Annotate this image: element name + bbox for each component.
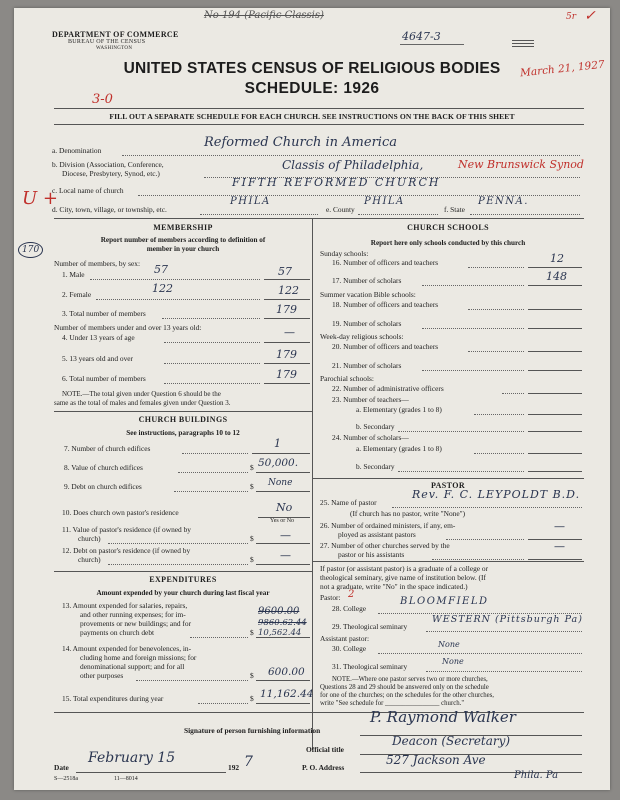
divider — [54, 411, 312, 412]
schools-sub: Report here only schools conducted by this church — [370, 239, 526, 247]
fill-line — [136, 680, 248, 681]
q7-label: 7. Number of church edifices — [64, 444, 151, 453]
q23b-label: b. Secondary — [356, 422, 395, 431]
q11-label-2: church) — [78, 534, 101, 543]
q13-value: 10,562.44 — [258, 628, 302, 638]
division-label-1: b. Division (Association, Conference, — [52, 160, 164, 169]
membership-sub-1: Report number of members according to definition of — [100, 236, 266, 244]
q23a-label: a. Elementary (grades 1 to 8) — [356, 405, 442, 414]
expenditures-sub: Amount expended by your church during last fiscal year — [96, 589, 270, 597]
pastor-note-2: Questions 28 and 29 should be answered only on the schedule — [320, 684, 489, 691]
answer-line — [528, 453, 582, 454]
print-number: 11—8014 — [114, 776, 138, 782]
fill-line — [422, 285, 524, 286]
state-value: PENNA. — [478, 196, 529, 207]
official-title-value: Deacon (Secretary) — [392, 734, 511, 748]
summer-header: Summer vacation Bible schools: — [320, 290, 416, 299]
fill-line — [108, 543, 248, 544]
q24-label: 24. Number of scholars— — [332, 433, 409, 442]
q14-value: 600.00 — [268, 666, 305, 678]
fill-line — [426, 631, 582, 632]
q27-value: — — [554, 540, 565, 553]
fill-line — [198, 703, 248, 704]
department-label: DEPARTMENT OF COMMERCE — [52, 30, 179, 39]
sunday-header: Sunday schools: — [320, 249, 369, 258]
q10-hint: Yes or No — [270, 518, 295, 524]
struck-mark — [512, 38, 534, 47]
q4-label: 4. Under 13 years of age — [62, 333, 135, 342]
signature-value: P. Raymond Walker — [370, 708, 516, 726]
q24b-label: b. Secondary — [356, 462, 395, 471]
answer-line — [528, 285, 582, 286]
margin-red-mark: U + — [22, 188, 58, 209]
fill-line — [164, 342, 260, 343]
form-number: S—2518a — [54, 776, 78, 782]
fill-line — [164, 383, 260, 384]
answer-line — [264, 279, 310, 280]
q15-value: 11,162.44 — [260, 688, 314, 700]
answer-line — [528, 559, 582, 560]
answer-line — [256, 543, 310, 544]
pastor-heading: PASTOR — [430, 481, 466, 490]
q12-label-2: church) — [78, 555, 101, 564]
fill-line — [378, 653, 582, 654]
margin-number: 170 — [18, 242, 43, 258]
q9-value: None — [268, 478, 293, 488]
red-code: 3-0 — [92, 92, 113, 107]
fill-line — [474, 453, 524, 454]
fill-line — [200, 214, 318, 215]
pastor-note-3: for one of the churches; on the schedules for the other churches, — [320, 692, 495, 699]
q17-label: 17. Number of scholars — [332, 276, 402, 285]
city-value: PHILA — [230, 196, 271, 207]
q29-value: WESTERN (Pittsburgh Pa) — [432, 614, 583, 625]
assistant-pastor-label: Assistant pastor: — [320, 634, 370, 643]
q27-label-1: 27. Number of other churches served by the — [320, 541, 450, 550]
parochial-header: Parochial schools: — [320, 374, 374, 383]
q9-label: 9. Debt on church edifices — [64, 482, 142, 491]
schedule-year: SCHEDULE: 1926 — [244, 80, 380, 97]
q2-value: 122 — [278, 284, 299, 297]
q3-value: 179 — [276, 303, 297, 316]
q7-value: 1 — [274, 437, 281, 450]
state-label: f. State — [444, 205, 465, 214]
top-right-mark: 5r — [566, 12, 577, 22]
answer-line — [252, 453, 310, 454]
q5-value: 179 — [276, 348, 297, 361]
q28-label: 28. College — [332, 604, 367, 613]
answer-line — [528, 471, 582, 472]
by-sex-label: Number of members, by sex: — [54, 259, 140, 268]
fill-line — [90, 279, 260, 280]
q13-line-3: provements or new buildings; and for — [80, 619, 192, 628]
fill-line — [174, 491, 248, 492]
pastor-note-4: write "See schedule for ________________ church." — [320, 700, 465, 707]
q14-line-4: other purposes — [80, 671, 124, 680]
membership-note-2: same as the total of males and females given under Question 3. — [54, 399, 231, 407]
fill-line — [358, 214, 438, 215]
pastor-sublabel: Pastor: — [320, 593, 341, 602]
q1-scratch: 57 — [154, 263, 168, 276]
schedule-number-rule — [400, 44, 464, 45]
q13-first-value: 9600.00 — [258, 606, 300, 617]
answer-line — [264, 363, 310, 364]
q10-value: No — [276, 501, 293, 514]
fill-line — [182, 453, 248, 454]
year-prefix: 192 — [228, 763, 240, 772]
membership-sub-2: member in your church — [146, 245, 220, 253]
year-value: 7 — [244, 754, 253, 770]
fill-line — [426, 671, 582, 672]
fill-line — [164, 363, 260, 364]
q25-hint: (If church has no pastor, write "None") — [350, 509, 466, 518]
pastor-note-1: NOTE.—Where one pastor serves two or more churches, — [332, 676, 488, 683]
q29-label: 29. Theological seminary — [332, 622, 408, 631]
answer-line — [256, 472, 310, 473]
fill-line — [96, 299, 260, 300]
fill-line — [432, 559, 524, 560]
answer-line — [264, 318, 310, 319]
divider — [312, 561, 584, 562]
divider — [54, 571, 312, 572]
fill-line — [474, 414, 524, 415]
division-synod: New Brunswick Synod — [458, 158, 584, 171]
age-header: Number of members under and over 13 years old: — [54, 323, 202, 332]
q12-value: — — [280, 549, 291, 562]
q8-label: 8. Value of church edifices — [64, 463, 143, 472]
q15-dollar: $ — [250, 694, 254, 703]
fill-line — [468, 351, 524, 352]
q15-label: 15. Total expenditures during year — [62, 694, 164, 703]
q14-line-3: denominational support; and for all — [80, 662, 185, 671]
fill-line — [108, 564, 248, 565]
q25-label: 25. Name of pastor — [320, 498, 377, 507]
answer-line — [256, 703, 310, 704]
form-title: UNITED STATES CENSUS OF RELIGIOUS BODIES — [123, 60, 501, 77]
check-mark-icon: ✓ — [584, 8, 596, 24]
po-address-value: 527 Jackson Ave — [386, 753, 486, 767]
q16-label: 16. Number of officers and teachers — [332, 258, 439, 267]
q27-label-2: pastor or his assistants — [338, 550, 405, 559]
divider — [54, 124, 584, 125]
city-field-label: d. City, town, village, or township, etc. — [52, 205, 167, 214]
answer-line — [528, 370, 582, 371]
instructions-line: FILL OUT A SEPARATE SCHEDULE FOR EACH CHURCH. SEE INSTRUCTIONS ON THE BACK OF THIS SHEET — [109, 112, 515, 121]
date-value: February 15 — [88, 750, 176, 766]
q1-value: 57 — [278, 265, 292, 278]
q14-line-2: cluding home and foreign missions; for — [80, 653, 197, 662]
q6-value: 179 — [276, 368, 297, 381]
q11-value: — — [280, 529, 291, 542]
membership-note-1: NOTE.—The total given under Question 6 should be the — [62, 390, 221, 398]
q23-label: 23. Number of teachers— — [332, 395, 409, 404]
q21-label: 21. Number of scholars — [332, 361, 402, 370]
q31-value: None — [442, 657, 464, 666]
buildings-heading: CHURCH BUILDINGS — [138, 415, 228, 424]
divider — [312, 478, 584, 479]
buildings-sub: See instructions, paragraphs 10 to 12 — [126, 429, 240, 437]
q19-label: 19. Number of scholars — [332, 319, 402, 328]
date-line — [76, 772, 226, 773]
q26-label-2: ployed as assistant pastors — [338, 530, 416, 539]
fill-line — [422, 370, 524, 371]
q10-label: 10. Does church own pastor's residence — [62, 508, 179, 517]
fill-line — [392, 507, 582, 508]
expenditures-heading: EXPENDITURES — [149, 575, 217, 584]
q2-scratch: 122 — [152, 282, 173, 295]
answer-line — [528, 267, 582, 268]
pastor-instr-3: not a graduate, write "No" in the space indicated.) — [320, 582, 468, 591]
answer-line — [528, 309, 582, 310]
fill-line — [468, 309, 524, 310]
po-address-label: P. O. Address — [302, 763, 345, 772]
divider — [54, 108, 584, 109]
fill-line — [446, 539, 524, 540]
q13-struck-value: 9860.62.44 — [258, 618, 307, 628]
q18-label: 18. Number of officers and teachers — [332, 300, 439, 309]
struck-note: No 194 (Pacific Classis) — [204, 10, 324, 21]
fill-line — [470, 214, 580, 215]
answer-line — [256, 564, 310, 565]
q13-dollar: $ — [250, 628, 254, 637]
q26-label-1: 26. Number of ordained ministers, if any, em- — [320, 521, 456, 530]
answer-line — [528, 393, 582, 394]
fill-line — [162, 318, 260, 319]
answer-line — [528, 351, 582, 352]
q20-label: 20. Number of officers and teachers — [332, 342, 439, 351]
census-schedule-sheet — [14, 8, 610, 790]
q13-line-2: and other running expenses; for im- — [80, 610, 186, 619]
fill-line — [122, 155, 580, 156]
q28-value: BLOOMFIELD — [400, 596, 489, 607]
county-value: PHILA — [364, 196, 405, 207]
church-name-label: c. Local name of church — [52, 186, 124, 195]
pastor-instr-1: If pastor (or assistant pastor) is a graduate of a college or — [320, 564, 489, 573]
q13-line-1: 13. Amount expended for salaries, repairs, — [62, 601, 188, 610]
q16-value: 12 — [550, 252, 564, 265]
q8-value: 50,000. — [258, 457, 299, 469]
fill-line — [398, 471, 524, 472]
answer-line — [528, 414, 582, 415]
schools-heading: CHURCH SCHOOLS — [407, 223, 489, 232]
division-value: Classis of Philadelphia, — [282, 158, 424, 172]
church-name-value: FIFTH REFORMED CHURCH — [232, 176, 441, 189]
schedule-number: 4647-3 — [402, 30, 441, 43]
answer-line — [256, 680, 310, 681]
fill-line — [422, 328, 524, 329]
q6-label: 6. Total number of members — [62, 374, 146, 383]
answer-line — [264, 299, 310, 300]
q11-label-1: 11. Value of pastor's residence (if owned by — [62, 525, 191, 534]
po-address-city: Phila. Pa — [514, 770, 559, 781]
fill-line — [468, 267, 524, 268]
pastor-mark: 2 — [348, 589, 355, 600]
division-label-2: Diocese, Presbytery, Synod, etc.) — [62, 169, 160, 178]
date-received-stamp: March 21, 1927 — [519, 58, 606, 80]
q24a-label: a. Elementary (grades 1 to 8) — [356, 444, 442, 453]
fill-line — [178, 472, 248, 473]
q2-label: 2. Female — [62, 290, 92, 299]
fill-line — [502, 393, 524, 394]
q31-label: 31. Theological seminary — [332, 662, 408, 671]
q11-dollar: $ — [250, 534, 254, 543]
divider — [54, 218, 584, 219]
answer-line — [256, 491, 310, 492]
answer-line — [528, 328, 582, 329]
q12-dollar: $ — [250, 555, 254, 564]
fill-line — [190, 637, 248, 638]
bureau-label: BUREAU OF THE CENSUS — [68, 39, 146, 45]
county-label: e. County — [326, 205, 355, 214]
answer-line — [264, 383, 310, 384]
weekday-header: Week-day religious schools: — [320, 332, 404, 341]
q12-label-1: 12. Debt on pastor's residence (if owned by — [62, 546, 191, 555]
fill-line — [398, 431, 524, 432]
answer-line — [264, 342, 310, 343]
denomination-label: a. Denomination — [52, 146, 102, 155]
q30-value: None — [438, 640, 460, 649]
q3-label: 3. Total number of members — [62, 309, 146, 318]
membership-heading: MEMBERSHIP — [153, 223, 213, 232]
q17-value: 148 — [546, 270, 567, 283]
city-label: WASHINGTON — [96, 46, 133, 51]
q30-label: 30. College — [332, 644, 367, 653]
q22-label: 22. Number of administrative officers — [332, 384, 444, 393]
q1-label: 1. Male — [62, 270, 85, 279]
q26-value: — — [554, 520, 565, 533]
pastor-instr-2: theological seminary, give name of institution below. (If — [320, 573, 486, 582]
q14-dollar: $ — [250, 671, 254, 680]
official-title-label: Official title — [306, 745, 344, 754]
q9-dollar: $ — [250, 482, 254, 491]
q13-line-4: payments on church debt — [80, 628, 155, 637]
date-label: Date — [54, 763, 69, 772]
answer-line — [528, 431, 582, 432]
q8-dollar: $ — [250, 463, 254, 472]
q4-value: — — [284, 326, 295, 339]
q14-line-1: 14. Amount expended for benevolences, in- — [62, 644, 192, 653]
q25-value: Rev. F. C. LEYPOLDT B.D. — [412, 488, 581, 501]
signature-label: Signature of person furnishing information — [184, 726, 321, 735]
q5-label: 5. 13 years old and over — [62, 354, 134, 363]
denomination-value: Reformed Church in America — [204, 135, 397, 150]
